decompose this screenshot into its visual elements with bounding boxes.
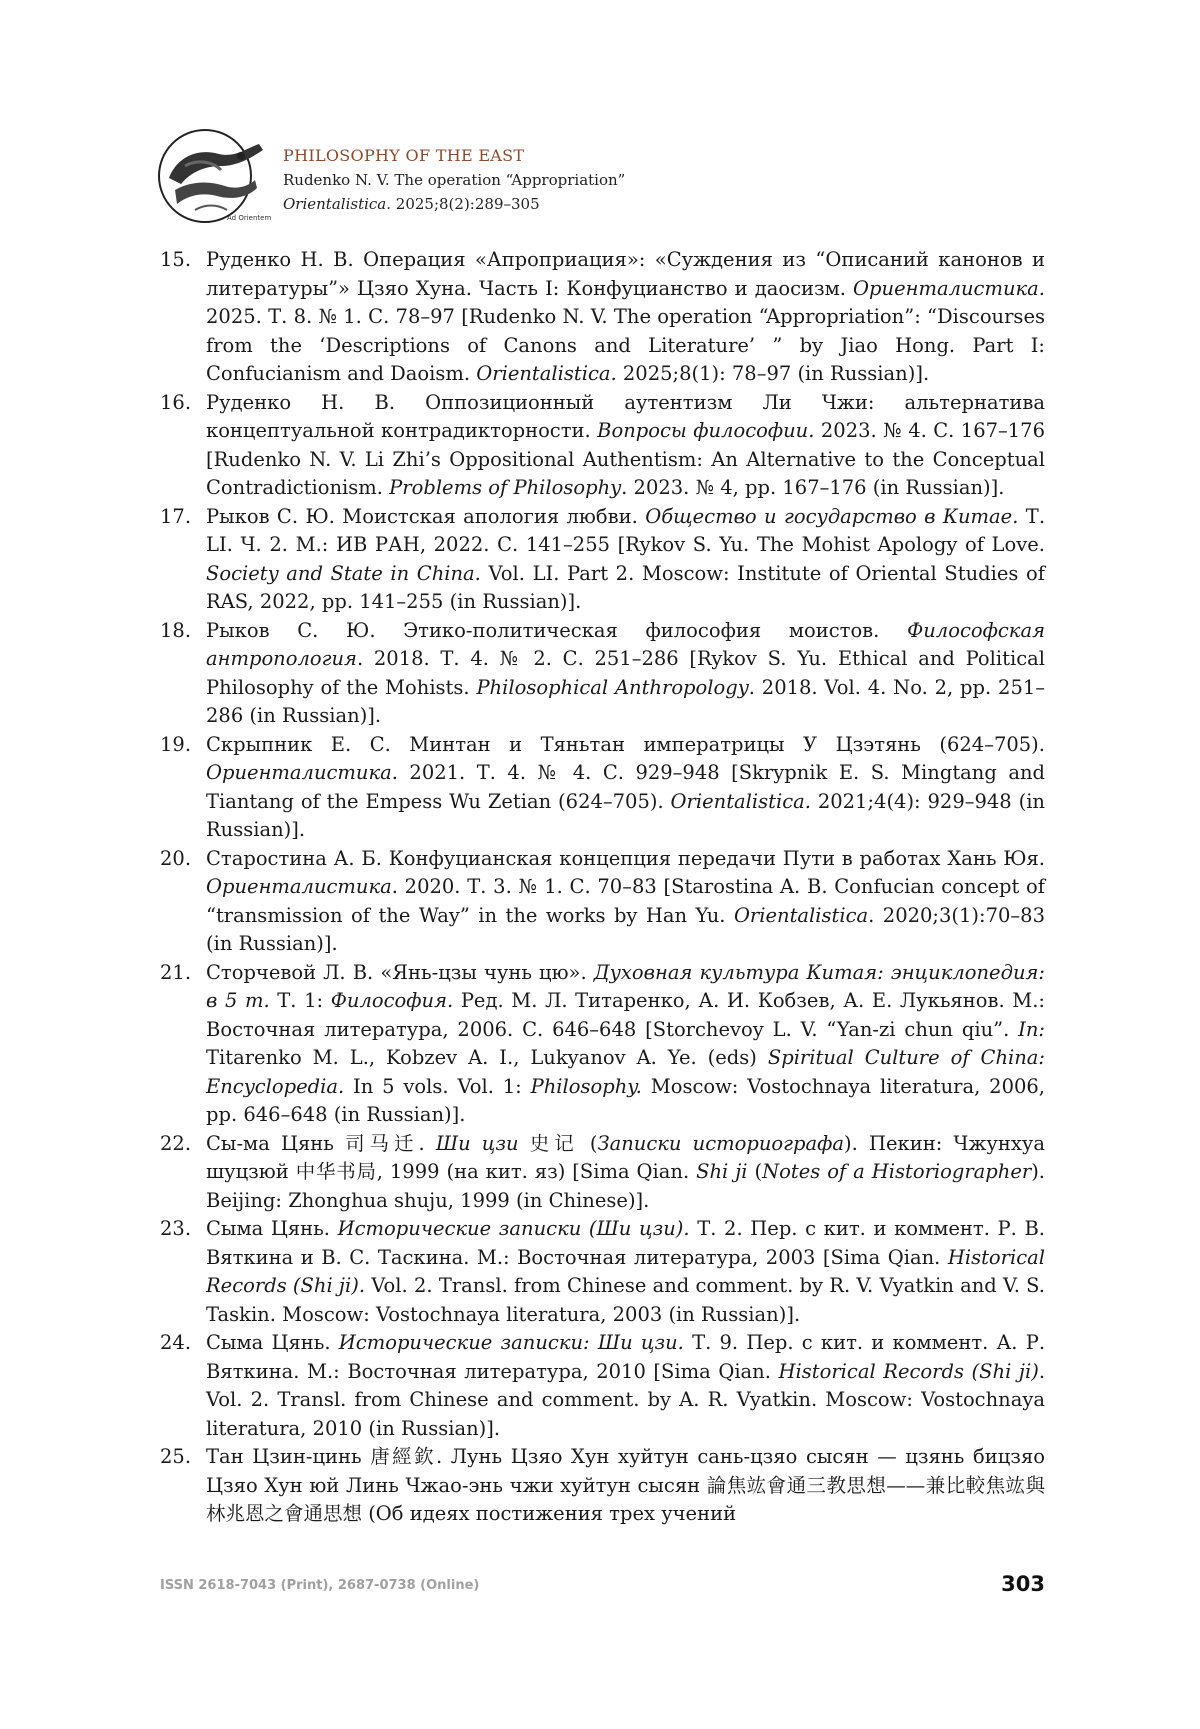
reference-item	[160, 1329, 1045, 1443]
reference-number: 17.	[160, 504, 192, 528]
reference-number: 19.	[160, 732, 192, 756]
reference-number: 21.	[160, 960, 192, 984]
reference-number: 20.	[160, 846, 192, 870]
reference-item	[160, 246, 1045, 389]
reference-number: 22.	[160, 1131, 192, 1155]
citation-details: 2025;8(2):289–305	[391, 195, 540, 213]
citation-journal: Orientalistica.	[283, 195, 392, 213]
page-number: 303	[1001, 1572, 1045, 1596]
reference-number: 23.	[160, 1217, 192, 1240]
reference-text: Сторчевой Л. В. «Янь-цзы чунь цю». Духовная культура Китая: энциклопедия: в 5 т. Т. 1: Философия. Ред. М. Л. Титаренко, А. И. Кобзев, А. Е. Лукьянов. М.: Восточная литература, 2006. С. 646–648 [Storchevoy L. V. “Yan-zi chun qiu”. In: Titarenko M. L., Kobzev A. I., Lukyanov A. Ye. (eds) Spiritual Culture of China: Encyclopedia. In 5 vols. Vol. 1: Philosophy. Moscow: Vostochnaya literatura, 2006, pp. 646–648 (in Russian)].	[206, 960, 1045, 1126]
reference-item	[160, 389, 1045, 503]
reference-item	[160, 1443, 1045, 1529]
reference-item	[160, 1215, 1045, 1329]
page-header	[155, 126, 1055, 226]
reference-number: 16.	[160, 390, 192, 414]
reference-item	[160, 731, 1045, 845]
reference-item	[160, 1130, 1045, 1216]
reference-text: Сы-ма Цянь 司马迁. Ши цзи 史记 (Записки историографа). Пекин: Чжунхуа шуцзюй 中华书局, 1999 (на кит. яз) [Sima Qian. Shi ji (Notes of a Historiographer). Beijing: Zhonghua shuju, 1999 (in Chinese)].	[206, 1131, 1046, 1212]
reference-text: Руденко Н. В. Оппозиционный аутентизм Ли Чжи: альтернатива концептуальной контрадикторности. Вопросы философии. 2023. № 4. С. 167–176 [Rudenko N. V. Li Zhi’s Oppositional Authentism: An Alternative to the Conceptual Contradictionism. Problems of Philosophy. 2023. № 4, pp. 167–176 (in Russian)].	[206, 390, 1045, 499]
reference-text: Тан Цзин-цинь 唐經欽. Лунь Цзяо Хун хуйтун сань-цзяо сысян — цзянь бицзяо Цзяо Хун юй Линь Чжао-энь чжи хуйтун сысян 論焦竑會通三教思想——兼比較焦竑與林兆恩之會通思想 (Об идеях постижения трех учений	[206, 1445, 1045, 1525]
reference-text: Сыма Цянь. Исторические записки: Ши цзи. Т. 9. Пер. с кит. и коммент. А. Р. Вяткина. М.: Восточная литература, 2010 [Sima Qian. Historical Records (Shi ji). Vol. 2. Transl. from Chinese and comment. by A. R. Vyatkin. Moscow: Vostochnaya literatura, 2010 (in Russian)].	[206, 1331, 1046, 1440]
reference-text: Скрыпник Е. С. Минтан и Тяньтан императрицы У Цзэтянь (624–705). Ориенталистика. 2021. Т. 4. № 4. С. 929–948 [Skrypnik E. S. Mingtang and Tiantang of the Empess Wu Zetian (624–705). Orientalistica. 2021;4(4): 929–948 (in Russian)].	[206, 732, 1045, 841]
reference-number: 18.	[160, 618, 192, 642]
issn: ISSN 2618-7043 (Print), 2687-0738 (Online)	[160, 1578, 480, 1593]
reference-item	[160, 845, 1045, 959]
references-list	[160, 246, 1045, 1529]
header-text	[283, 144, 625, 216]
reference-item	[160, 959, 1045, 1130]
article-title: Rudenko N. V. The operation “Appropriation”	[283, 171, 626, 189]
logo-text: Ad Orientem	[227, 214, 272, 222]
journal-name: PHILOSOPHY OF THE EAST	[283, 146, 525, 165]
reference-text: Рыков С. Ю. Этико-политическая философия моистов. Философская антропология. 2018. Т. 4. № 2. С. 251–286 [Rykov S. Yu. Ethical and Political Philosophy of the Mohists. Philosophical Anthropology. 2018. Vol. 4. No. 2, pp. 251–286 (in Russian)].	[206, 618, 1046, 727]
reference-number: 15.	[160, 248, 192, 271]
reference-item	[160, 617, 1045, 731]
reference-text: Руденко Н. В. Операция «Апроприация»: «Суждения из “Описаний канонов и литературы”» Цзяо Хуна. Часть I: Конфуцианство и даосизм. Ориенталистика. 2025. Т. 8. № 1. С. 78–97 [Rudenko N. V. The operation “Appropriation”: “Discourses from the ‘Descriptions of Canons and Literature’ ” by Jiao Hong. Part I: Confucianism and Daoism. Orientalistica. 2025;8(1): 78–97 (in Russian)].	[206, 248, 1045, 385]
journal-logo	[155, 126, 273, 226]
reference-item	[160, 503, 1045, 617]
reference-number: 24.	[160, 1331, 192, 1354]
reference-text: Рыков С. Ю. Моистская апология любви. Общество и государство в Китае. Т. LI. Ч. 2. М.: ИВ РАН, 2022. С. 141–255 [Rykov S. Yu. The Mohist Apology of Love. Society and State in China. Vol. LI. Part 2. Moscow: Institute of Oriental Studies of RAS, 2022, pp. 141–255 (in Russian)].	[206, 504, 1046, 613]
page-footer	[160, 1572, 1045, 1602]
reference-text: Сыма Цянь. Исторические записки (Ши цзи). Т. 2. Пер. с кит. и коммент. Р. В. Вяткина и В. С. Таскина. М.: Восточная литература, 2003 [Sima Qian. Historical Records (Shi ji). Vol. 2. Transl. from Chinese and comment. by R. V. Vyatkin and V. S. Taskin. Moscow: Vostochnaya literatura, 2003 (in Russian)].	[206, 1217, 1046, 1326]
reference-text: Старостина А. Б. Конфуцианская концепция передачи Пути в работах Хань Юя. Ориенталистика. 2020. Т. 3. № 1. С. 70–83 [Starostina A. B. Confucian concept of “transmission of the Way” in the works by Han Yu. Orientalistica. 2020;3(1):70–83 (in Russian)].	[206, 846, 1045, 955]
reference-number: 25.	[160, 1445, 192, 1468]
article-citation	[283, 192, 625, 216]
